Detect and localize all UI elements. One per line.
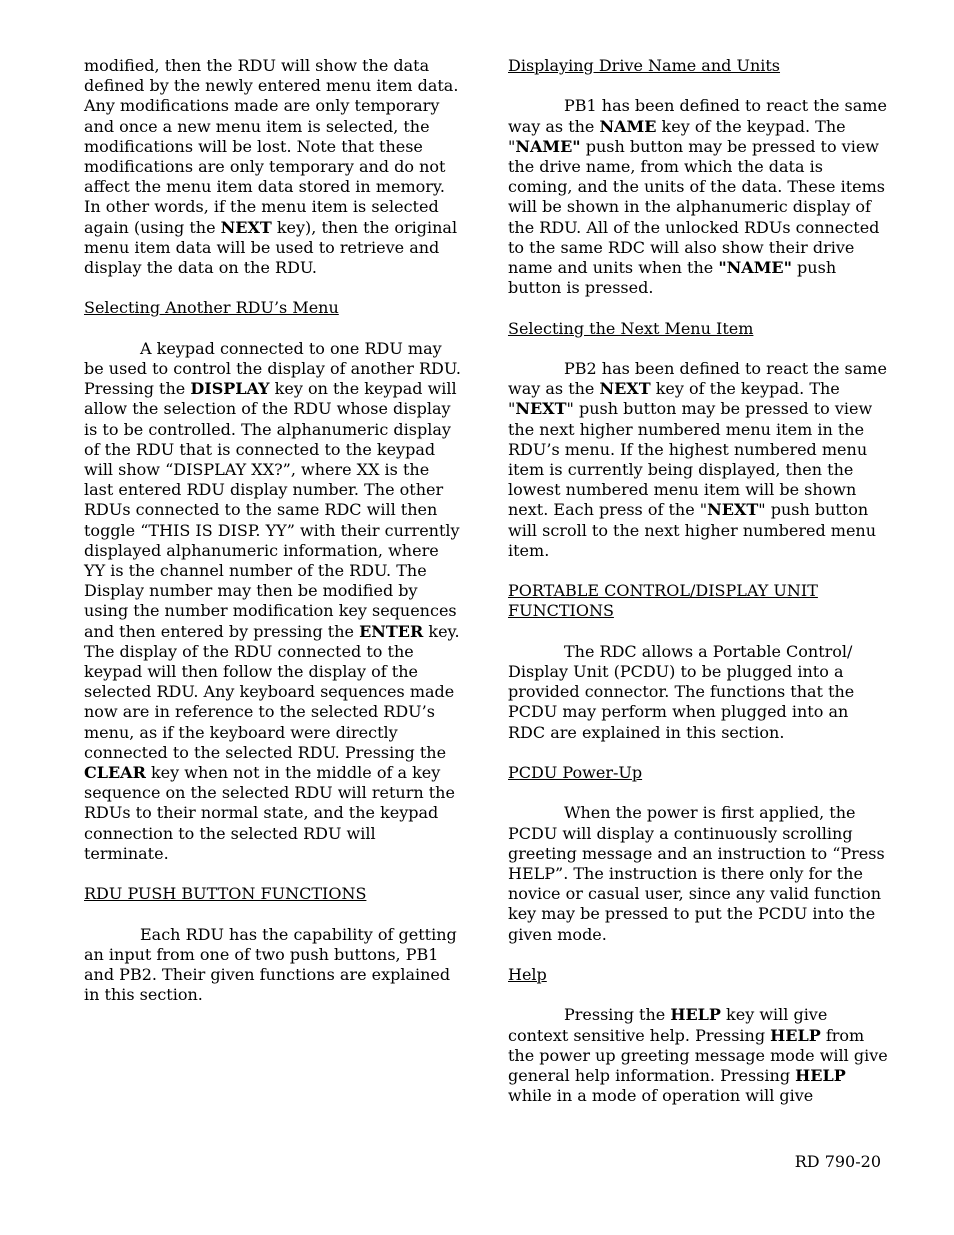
text-run: When the power is first applied, the PCDU will display a continuously scrolling greeting message and an instruction to “Press HELP”. The instruction is there only for the novice or casual user, since any valid function key may be pressed to put the PCDU into the given mode.	[508, 803, 885, 944]
bold-key-name: ENTER	[359, 621, 424, 641]
bold-key-name: HELP	[770, 1025, 821, 1045]
text-run: A keypad connected to one RDU may be used to control the display of another RDU. Pressing the	[84, 338, 461, 399]
paragraph-displaying-drive-name	[508, 96, 888, 298]
bold-key-name: CLEAR	[84, 763, 146, 783]
text-run: key. The display of the RDU connected to the keypad will then follow the display of the selected RDU. Any keyboard sequences made now are in reference to the selected RDU’s menu, as if the keyboard were directly connected to the selected RDU. Pressing the	[84, 621, 460, 762]
bold-key-name: HELP	[670, 1005, 721, 1025]
text-run: from the power up greeting message mode will give general help information. Pressing	[508, 1025, 888, 1086]
text-run: The RDC allows a Portable Control/ Display Unit (PCDU) to be plugged into a provided connector. The functions that the PCDU may perform when plugged into an RDC are explained in this section.	[508, 641, 855, 742]
text-run: " push button may be pressed to view the next higher numbered menu item in the RDU’s menu. If the highest numbered menu item is currently being displayed, then the lowest numbered menu item will be shown next. Each press of the "	[508, 399, 873, 520]
heading-pcdu-functions: PORTABLE CONTROL/DISPLAY UNIT FUNCTIONS	[508, 581, 818, 621]
paragraph-help	[508, 1005, 888, 1106]
heading-selecting-next-menu-item: Selecting the Next Menu Item	[508, 318, 754, 338]
text-run: push button may be pressed to view the drive name, from which the data is coming, and the units of the data. These items will be shown in the alphanumeric display of the RDU. All of the unlocked RDUs connected to the same RDC will also show their drive name and units when the	[508, 136, 885, 278]
paragraph-pcdu-functions	[508, 642, 888, 743]
text-run: while in a mode of operation will give	[508, 1086, 814, 1106]
bold-key-name: NEXT	[220, 217, 272, 237]
text-run: Pressing the	[564, 1005, 671, 1025]
text-run: Each RDU has the capability of getting an input from one of two push buttons, PB1 and PB2. Their given functions are explained in this section.	[84, 924, 457, 1005]
text-run: key of the keypad. The "	[508, 116, 846, 156]
paragraph-selecting-next-menu-item	[508, 359, 888, 561]
text-run: " push button will scroll to the next higher numbered menu item.	[508, 500, 877, 560]
paragraph-rdu-push-button-functions	[84, 925, 462, 1006]
heading-pcdu-power-up: PCDU Power-Up	[508, 763, 643, 783]
page-number: RD 790-20	[794, 1152, 881, 1171]
bold-key-name: DISPLAY	[190, 379, 270, 399]
left-column	[84, 56, 462, 1026]
right-column	[508, 56, 888, 1127]
text-run: modified, then the RDU will show the data defined by the newly entered menu item data. Any modifications made are only temporary and once a new menu item is selected, the modifications will be lost. Note that these modifications are only temporary and do not affect the menu item data stored in memory. In other words, if the menu item is selected again (using the	[84, 56, 459, 237]
text-run: key), then the original menu item data will be used to retrieve and display the data on the RDU.	[84, 217, 458, 278]
heading-help: Help	[508, 965, 547, 985]
text-run: push button is pressed.	[508, 258, 837, 298]
text-run: key when not in the middle of a key sequence on the selected RDU will return the RDUs to their normal state, and the keypad connection to the selected RDU will terminate.	[84, 763, 455, 863]
paragraph-menu-modification	[84, 56, 462, 278]
bold-key-name: NEXT	[707, 500, 759, 520]
heading-displaying-drive-name: Displaying Drive Name and Units	[508, 56, 781, 75]
text-run: PB2 has been defined to react the same way as the	[508, 359, 887, 399]
text-run: key will give context sensitive help. Pressing	[508, 1005, 828, 1045]
paragraph-pcdu-power-up	[508, 803, 888, 944]
bold-key-name: "NAME"	[718, 258, 792, 278]
paragraph-selecting-another-rdu-menu	[84, 339, 462, 864]
bold-key-name: NEXT	[515, 399, 567, 419]
bold-key-name: NAME"	[515, 136, 581, 156]
heading-rdu-push-button-functions: RDU PUSH BUTTON FUNCTIONS	[84, 884, 367, 904]
text-run: PB1 has been defined to react the same way as the	[508, 96, 887, 136]
heading-selecting-another-rdu-menu: Selecting Another RDU’s Menu	[84, 298, 339, 318]
bold-key-name: NEXT	[599, 379, 651, 399]
text-run: key of the keypad. The "	[508, 379, 840, 419]
bold-key-name: NAME	[599, 116, 657, 136]
bold-key-name: HELP	[795, 1066, 846, 1086]
text-run: key on the keypad will allow the selection of the RDU whose display is to be controlled. The alphanumeric display of the RDU that is connected to the keypad will show “DISPLAY XX?”, where XX is the last entered RDU display number. The other RDUs connected to the same RDC will then toggle “THIS IS DISP. YY” with their currently displayed alphanumeric information, where YY is the channel number of the RDU. The Display number may then be modified by using the number modification key sequences and then entered by pressing the	[84, 379, 460, 641]
